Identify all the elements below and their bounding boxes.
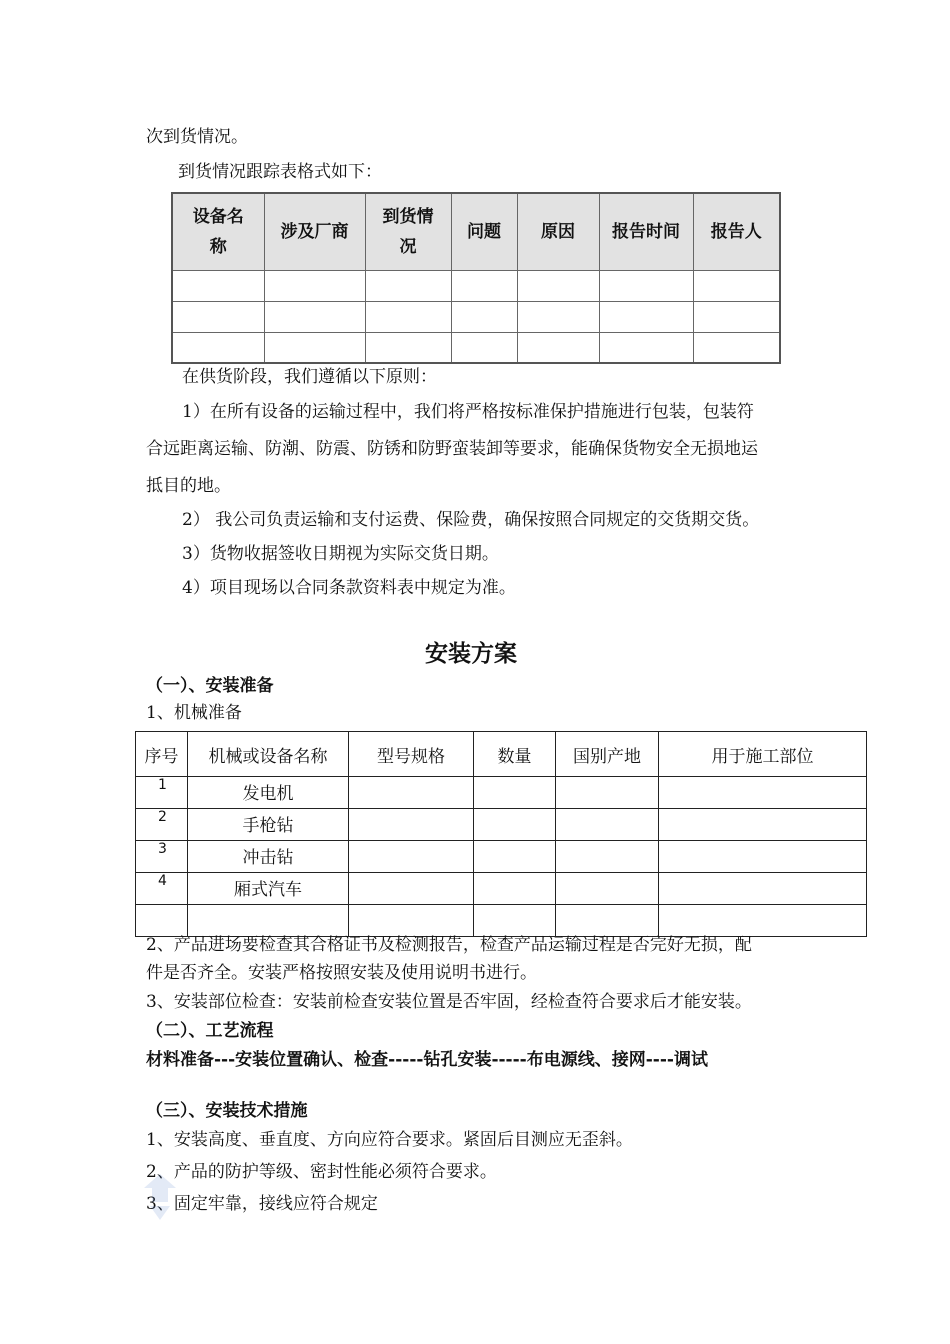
table-row <box>136 777 867 809</box>
table-cell: 4 <box>136 873 188 905</box>
header-line: 涉及厂商 <box>280 221 349 242</box>
header-line: 原因 <box>541 221 575 242</box>
header-usage: 用于施工部位 <box>659 732 867 777</box>
install-p2-line1: 2、产品进场要检查其合格证书及检测报告，检查产品运输过程是否完好无损，配 <box>146 935 752 955</box>
process-flow-text: 材料准备---安装位置确认、检查-----钻孔安装-----布电源线、接网----调试 <box>146 1050 708 1070</box>
header-reporter <box>693 193 780 270</box>
text-line-top: 次到货情况。 <box>146 127 248 147</box>
table-cell <box>517 270 599 301</box>
table-cell <box>693 301 780 332</box>
machinery-table <box>135 731 867 937</box>
table-cell <box>451 332 517 363</box>
table-cell <box>659 809 867 841</box>
header-issue <box>451 193 517 270</box>
table-cell <box>659 777 867 809</box>
table-cell: 发电机 <box>188 777 349 809</box>
header-report-time <box>599 193 693 270</box>
table-header-row <box>172 193 780 270</box>
header-device-name <box>172 193 264 270</box>
table-cell <box>365 270 451 301</box>
table-cell <box>659 873 867 905</box>
supply-item1-line2: 合远距离运输、防潮、防震、防锈和防野蛮装卸等要求，能确保货物安全无损地运 <box>146 439 758 459</box>
table-cell <box>474 809 556 841</box>
table-cell <box>474 873 556 905</box>
table-cell <box>599 270 693 301</box>
header-origin: 国别产地 <box>556 732 659 777</box>
header-cause <box>517 193 599 270</box>
header-line: 问题 <box>467 221 501 242</box>
table-row <box>136 841 867 873</box>
table-cell <box>599 332 693 363</box>
table-row <box>136 873 867 905</box>
table-cell <box>474 841 556 873</box>
table-cell <box>693 270 780 301</box>
supply-item4: 4）项目现场以合同条款资料表中规定为准。 <box>182 578 516 598</box>
table-cell <box>517 332 599 363</box>
tech-item3: 3、固定牢靠，接线应符合规定 <box>146 1194 378 1214</box>
table-cell <box>349 905 474 937</box>
table-cell <box>365 332 451 363</box>
table-cell: 冲击钻 <box>188 841 349 873</box>
table-row <box>172 301 780 332</box>
section-heading-tech: （三）、安装技术措施 <box>146 1101 308 1121</box>
install-title: 安装方案 <box>425 641 517 667</box>
header-arrival-status <box>365 193 451 270</box>
supply-lead-text: 在供货阶段，我们遵循以下原则： <box>182 367 437 387</box>
supply-item3: 3）货物收据签收日期视为实际交货日期。 <box>182 544 499 564</box>
section-heading-prep: （一）、安装准备 <box>146 676 274 696</box>
table-cell <box>264 270 365 301</box>
table-cell <box>172 270 264 301</box>
table-cell <box>349 809 474 841</box>
header-model: 型号规格 <box>349 732 474 777</box>
table-cell <box>556 873 659 905</box>
table-cell <box>556 905 659 937</box>
table-row <box>172 270 780 301</box>
header-line: 称 <box>209 236 227 257</box>
tech-item2: 2、产品的防护等级、密封性能必须符合要求。 <box>146 1162 497 1182</box>
table-cell <box>517 301 599 332</box>
table-cell <box>474 777 556 809</box>
header-line: 况 <box>399 236 417 257</box>
table-cell <box>365 301 451 332</box>
table-cell <box>659 841 867 873</box>
table-lead-text: 到货情况跟踪表格式如下： <box>178 162 382 182</box>
table-cell: 3 <box>136 841 188 873</box>
header-vendor <box>264 193 365 270</box>
table-row <box>136 809 867 841</box>
table-cell <box>474 905 556 937</box>
header-line: 到货情 <box>382 206 434 227</box>
header-line: 报告时间 <box>612 221 680 242</box>
header-machine-name: 机械或设备名称 <box>188 732 349 777</box>
table-cell: 1 <box>136 777 188 809</box>
supply-item2: 2） 我公司负责运输和支付运费、保险费，确保按照合同规定的交货期交货。 <box>182 510 760 530</box>
table-cell <box>556 777 659 809</box>
header-index: 序号 <box>136 732 188 777</box>
table-cell <box>172 301 264 332</box>
table-cell: 厢式汽车 <box>188 873 349 905</box>
table-cell: 2 <box>136 809 188 841</box>
table-cell <box>599 301 693 332</box>
table-cell <box>264 332 365 363</box>
table-cell <box>349 841 474 873</box>
tech-item1: 1、安装高度、垂直度、方向应符合要求。紧固后目测应无歪斜。 <box>146 1130 633 1150</box>
table-cell <box>659 905 867 937</box>
table-cell <box>188 905 349 937</box>
install-p2-line2: 件是否齐全。安装严格按照安装及使用说明书进行。 <box>146 963 537 983</box>
install-p3: 3、安装部位检查：安装前检查安装位置是否牢固，经检查符合要求后才能安装。 <box>146 992 752 1012</box>
table-cell <box>451 301 517 332</box>
header-line: 设备名 <box>192 206 244 227</box>
watermark-logo-icon <box>140 1172 180 1222</box>
table-cell <box>556 841 659 873</box>
table-cell <box>264 301 365 332</box>
table-cell: 手枪钻 <box>188 809 349 841</box>
table-cell <box>136 905 188 937</box>
arrival-tracking-table <box>171 192 781 364</box>
supply-item1-line1: 1）在所有设备的运输过程中，我们将严格按标准保护措施进行包装，包装符 <box>182 402 754 422</box>
table-cell <box>556 809 659 841</box>
supply-item1-line3: 抵目的地。 <box>146 476 231 496</box>
table-cell <box>693 332 780 363</box>
table-cell <box>451 270 517 301</box>
table-header-row <box>136 732 867 777</box>
table-row <box>136 905 867 937</box>
subheading-machinery: 1、机械准备 <box>146 703 242 723</box>
table-cell <box>349 873 474 905</box>
header-quantity: 数量 <box>474 732 556 777</box>
header-line: 报告人 <box>710 221 762 242</box>
table-cell <box>172 332 264 363</box>
table-cell <box>349 777 474 809</box>
table-row <box>172 332 780 363</box>
section-heading-process: （二）、工艺流程 <box>146 1021 274 1041</box>
